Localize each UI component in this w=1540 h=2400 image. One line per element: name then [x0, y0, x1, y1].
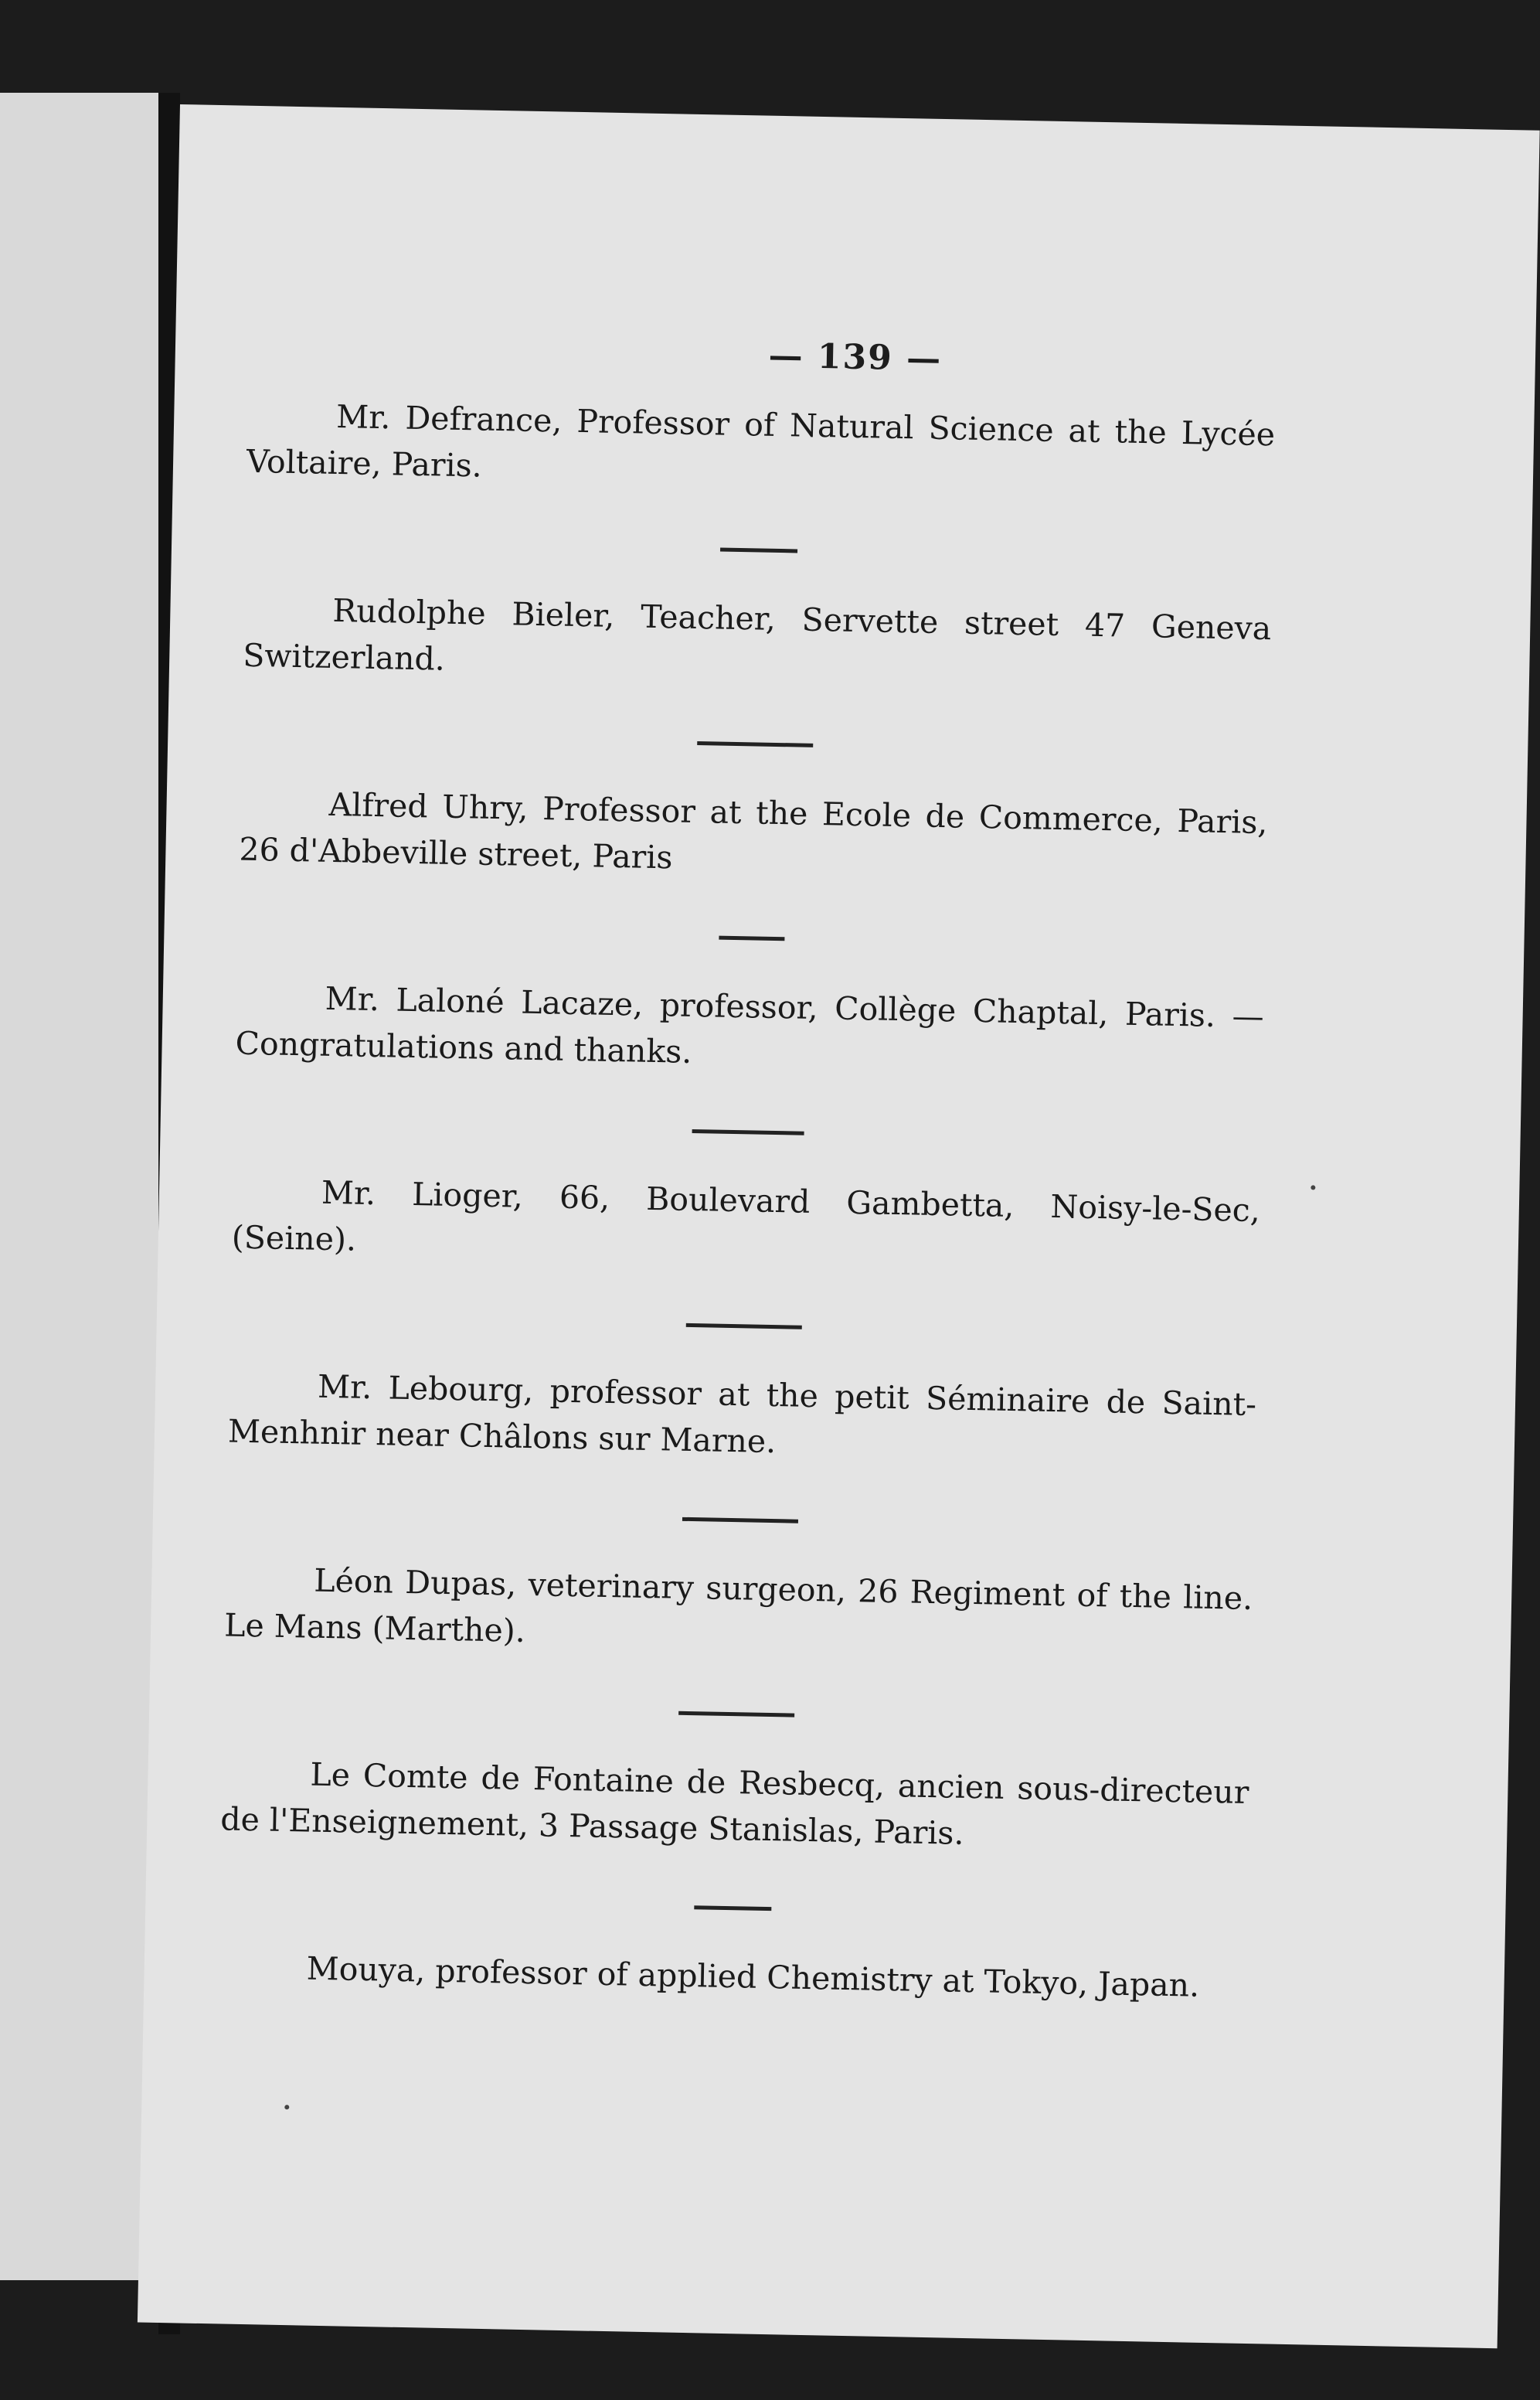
divider	[682, 1517, 798, 1523]
page-number: — 139 —	[768, 335, 943, 379]
list-item: Le Comte de Fontaine de Resbecq, ancien sous-directeur de l'Enseignement, 3 Passage Stanislas, Paris.	[219, 1755, 1249, 1852]
list-item: Mr. Lebourg, professor at the petit Séminaire de Saint-Menhnir near Châlons sur Marne.	[227, 1367, 1257, 1461]
divider	[692, 1129, 804, 1135]
book-page	[138, 104, 1540, 2348]
list-item: Rudolphe Bieler, Teacher, Servette street 47 Geneva Switzerland.	[242, 591, 1272, 678]
paper-speck	[1311, 1185, 1315, 1190]
list-item: Alfred Uhry, Professor at the Ecole de Commerce, Paris, 26 d'Abbeville street, Paris	[239, 785, 1268, 877]
divider	[694, 1905, 771, 1911]
facing-page-edge	[0, 93, 158, 2280]
list-item: Mouya, professor of applied Chemistry at Tokyo, Japan.	[306, 1949, 1200, 2004]
list-item: Mr. Defrance, Professor of Natural Science at the Lycée Voltaire, Paris.	[246, 397, 1276, 485]
paper-speck	[284, 2105, 289, 2109]
divider	[697, 741, 813, 747]
divider	[678, 1711, 794, 1717]
list-item: Léon Dupas, veterinary surgeon, 26 Regiment of the line. Le Mans (Marthe).	[223, 1561, 1253, 1649]
list-item: Mr. Lioger, 66, Boulevard Gambetta, Noisy-le-Sec, (Seine).	[231, 1173, 1261, 1258]
list-item: Mr. Laloné Lacaze, professor, Collège Chaptal, Paris. —Congratulations and thanks.	[235, 979, 1265, 1071]
divider	[719, 936, 784, 941]
entry-list	[216, 392, 1276, 2071]
divider	[720, 548, 797, 553]
divider	[686, 1323, 802, 1329]
